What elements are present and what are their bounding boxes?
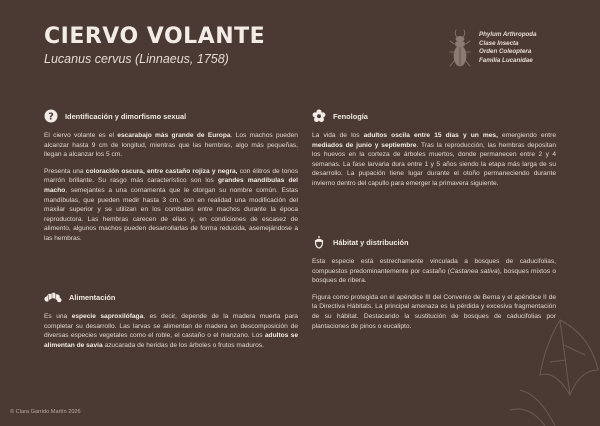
- paragraph-alimentacion-1: Es una especie saproxilófaga, es decir, depende de la madera muerta para completar su desarrollo. Las larvas se alimentan de madera en descomposición de diversas especies vegetales como el roble, el castaño o el manzano. Los adultos se alimentan de savia azucarada de heridas de los árboles o frutos maduros.: [44, 313, 298, 349]
- heading-habitat: Hábitat y distribución: [333, 237, 409, 247]
- section-alimentacion: [44, 289, 298, 357]
- heading-alimentacion: Alimentación: [69, 292, 116, 302]
- section-heading: [44, 289, 298, 305]
- heading-fenologia: Fenología: [333, 111, 368, 121]
- leaf-decoration-icon: [500, 300, 600, 426]
- question-mark-icon: [44, 109, 58, 123]
- acorn-icon: [312, 235, 326, 249]
- larva-icon: [44, 290, 62, 304]
- paragraph-habitat-2: Figura como protegida en el apéndice III del Convenio de Berna y el apéndice II de la Directiva Hábitats. La principal amenaza es la pérdida y excesiva fragmentación de su hábitat. Destacando la sustitución de bosques de caducifolias por plantaciones de pinos o eucalipto.: [312, 293, 556, 330]
- copyright: © Clara Garrido Martín 2026: [10, 409, 81, 415]
- scientific-name: Lucanus cervus (Linnaeus, 1758): [44, 52, 229, 66]
- taxonomy-order: Orden Coleoptera: [479, 48, 532, 56]
- taxonomy-class: Clase Insecta: [479, 39, 519, 47]
- section-heading: [44, 108, 298, 124]
- taxonomy-list: [479, 31, 537, 65]
- section-heading: [312, 234, 556, 250]
- stag-beetle-icon: [448, 28, 472, 74]
- paragraph-identificacion-1: El ciervo volante es el escarabajo más grande de Europa. Los machos pueden alcanzar hasta 9 cm de longitud, mientras que las hembras, algo más pequeñas, llegan a alcanzar los 5 cm.: [44, 132, 298, 159]
- paragraph-fenologia-1: La vida de los adultos oscila entre 15 días y un mes, emergiendo entre mediados de junio y septiembre. Tras la reproducción, las hembras depositan los huevos en la corteza de árboles muertos, donde permanecen entre 2 y 4 semanas. La fase larvaria dura entre 1 y 5 años siendo la etapa más larga de su desarrollo. La pupación tiene lugar durante el otoño permaneciendo durante invierno dentro del capullo para emerger la primavera siguiente.: [312, 132, 556, 187]
- svg-text:?: ?: [48, 111, 54, 123]
- taxonomy-phylum: Phylum Arthropoda: [479, 31, 537, 38]
- taxonomy-family: Familia Lucanidae: [479, 56, 533, 64]
- flower-icon: [312, 109, 326, 123]
- section-heading: [312, 108, 556, 124]
- section-identificacion: [44, 108, 298, 251]
- paragraph-habitat-1: Esta especie está estrechamente vinculada a bosques de caducifolias, compuestos predominantemente por castaño (Castanea sativa), bosques mixtos o bosques de ribera.: [312, 258, 556, 285]
- page-title: CIERVO VOLANTE: [44, 24, 266, 49]
- paragraph-identificacion-2: Presenta una coloración oscura, entre castaño rojiza y negra, con élitros de tonos marrón brillante. Su rasgo más característico son los grandes mandíbulas del macho, semejantes a una cornamenta que le otorgan su nombre común. Estas mandíbulas, que pueden medir hasta 3 cm, son en realidad una modificación del maxilar superior y se utilizan en los combates entre machos durante la época reproductora. Las hembras carecen de ellas y, en condiciones de escasez de alimento, algunos machos pueden desarrollarlas de forma reducida, asemejándose a las hembras.: [44, 167, 299, 242]
- heading-identificacion: Identificación y dimorfismo sexual: [65, 111, 187, 121]
- section-fenologia: [312, 108, 556, 196]
